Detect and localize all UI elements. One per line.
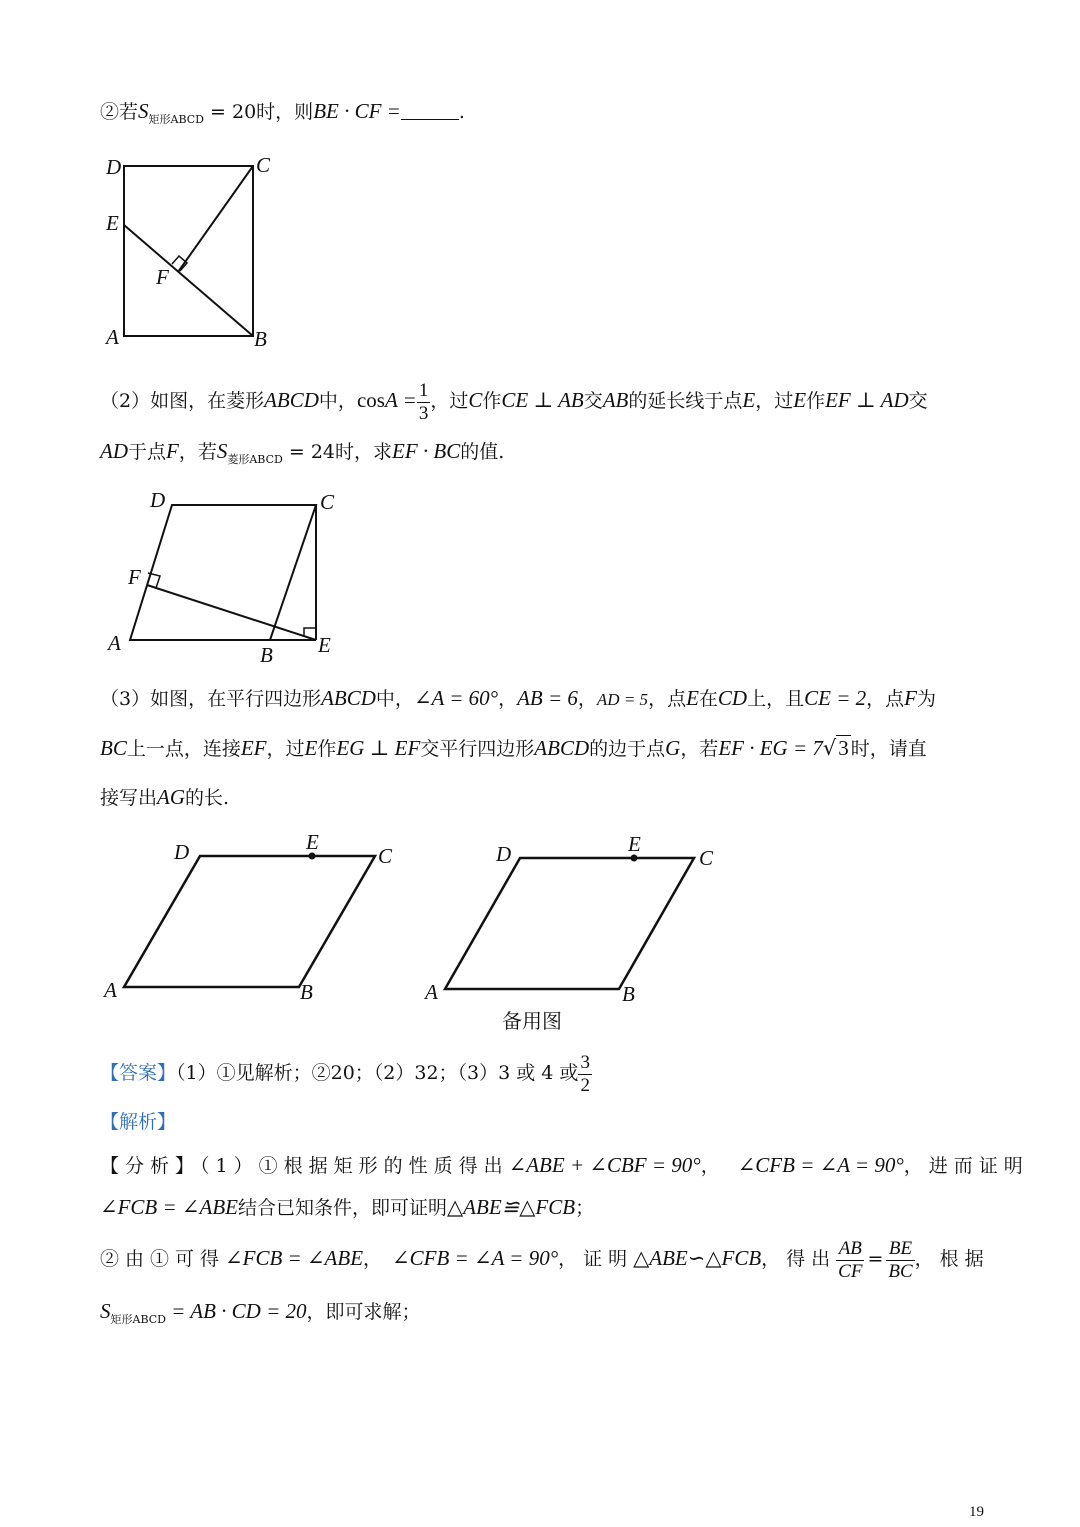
label-D: D xyxy=(496,842,512,866)
text: 时，请直 xyxy=(850,738,927,760)
figure-rhombus xyxy=(100,485,350,670)
text: ， xyxy=(700,1155,720,1177)
sqrt-radicand: 3 xyxy=(838,736,849,760)
figure-parallelogram xyxy=(100,825,420,1010)
label-F: F xyxy=(128,565,141,589)
math: CD xyxy=(717,686,748,710)
math: E xyxy=(742,388,756,412)
fraction-be-bc xyxy=(886,1238,914,1283)
area-value: = 20 xyxy=(203,101,257,123)
math: EF · EG = 7 xyxy=(718,736,823,760)
math: ABCD xyxy=(264,388,319,412)
math: E xyxy=(793,388,807,412)
label-A: A xyxy=(104,978,117,1002)
text: ， xyxy=(498,688,518,710)
text: ，即可求解； xyxy=(306,1301,421,1323)
text: ，点 xyxy=(648,688,687,710)
math: = AB · CD = 20 xyxy=(165,1299,307,1323)
label-A: A xyxy=(106,325,119,349)
math: CE ⊥ AB xyxy=(501,388,584,412)
text: ，证明 xyxy=(558,1248,634,1270)
text: ，过 xyxy=(266,738,305,760)
denominator: BC xyxy=(888,1260,913,1282)
text: ，进而证明 xyxy=(903,1155,1029,1177)
label-E: E xyxy=(318,633,331,657)
question-2-line-1 xyxy=(100,378,928,422)
label-E: E xyxy=(106,211,119,235)
analysis-line-4 xyxy=(100,1296,421,1335)
text: 中， xyxy=(318,390,357,412)
denominator: CF xyxy=(838,1260,863,1282)
math: F xyxy=(166,439,179,463)
text: . xyxy=(458,101,465,123)
text: 中， xyxy=(375,688,414,710)
text: 作 xyxy=(806,390,826,412)
text: 作 xyxy=(482,390,502,412)
label-B: B xyxy=(622,982,635,1006)
text: 为 xyxy=(916,688,936,710)
answer-line xyxy=(100,1049,592,1097)
label-D: D xyxy=(150,488,166,512)
label-F: F xyxy=(156,265,169,289)
math: ∠FCB = ∠ABE xyxy=(225,1246,364,1270)
text: ，得出 xyxy=(761,1248,837,1270)
text: 的值. xyxy=(460,441,505,463)
text: 的延长线于点 xyxy=(628,390,743,412)
text: 作 xyxy=(317,738,337,760)
text: 交平行四边形 xyxy=(420,738,535,760)
answer-tag: 【答案】 xyxy=(100,1062,177,1084)
text: 的边于点 xyxy=(589,738,666,760)
text: 的长. xyxy=(185,787,230,809)
label-B: B xyxy=(300,980,313,1004)
math: AG xyxy=(157,785,186,809)
area-subscript: 矩形ABCD xyxy=(110,1313,166,1326)
math: ∠CFB = ∠A = 90° xyxy=(392,1246,559,1270)
math: C xyxy=(468,388,483,412)
numerator: BE xyxy=(886,1238,914,1261)
analysis-line-1 xyxy=(100,1150,1029,1181)
math: AB xyxy=(602,388,629,412)
label-B: B xyxy=(254,327,267,351)
math: CE = 2 xyxy=(804,686,867,710)
fraction-one-third xyxy=(417,380,431,425)
question-3-line-3 xyxy=(100,782,229,813)
math: EF · BC xyxy=(392,439,461,463)
figure-caption: 备用图 xyxy=(502,1009,562,1033)
question-1-2-line xyxy=(100,96,465,135)
math: EF ⊥ AD xyxy=(825,388,909,412)
label-B: B xyxy=(260,643,273,667)
text: 于点 xyxy=(128,441,167,463)
math: G xyxy=(665,736,681,760)
text: ，若 xyxy=(178,441,217,463)
text: ， xyxy=(577,688,597,710)
text: ，过 xyxy=(755,390,794,412)
text: （1）①根据矩形的性质得出 xyxy=(200,1155,509,1177)
fraction-three-halves xyxy=(578,1052,592,1097)
analysis-line-3 xyxy=(100,1231,990,1285)
equals: = xyxy=(867,1248,884,1270)
fraction-ab-cf xyxy=(836,1238,864,1283)
answer-blank xyxy=(401,101,459,120)
text: 结合已知条件，即可证明 xyxy=(238,1197,448,1219)
numerator: 1 xyxy=(418,379,429,401)
math: EF xyxy=(240,736,267,760)
figure-spare-parallelogram xyxy=(420,825,740,1040)
text: （2）如图，在菱形 xyxy=(100,390,265,412)
analysis-line-2 xyxy=(100,1192,594,1223)
text: 接写出 xyxy=(100,787,158,809)
area-value: = 24 xyxy=(282,441,336,463)
math: △ABE≌△FCB xyxy=(447,1195,576,1219)
math: EG ⊥ EF xyxy=(336,736,421,760)
text: 在 xyxy=(698,688,718,710)
text: 上一点，连接 xyxy=(126,738,241,760)
label-A: A xyxy=(108,631,121,655)
math: F xyxy=(904,686,917,710)
text: ； xyxy=(575,1197,595,1219)
area-symbol: S xyxy=(138,99,149,123)
math: ∠ABE + ∠CBF = 90° xyxy=(508,1153,701,1177)
text: ②由①可得 xyxy=(100,1248,226,1270)
math: ∠A = 60° xyxy=(413,686,499,710)
label-C: C xyxy=(256,153,271,177)
label-E: E xyxy=(628,832,641,856)
math: BC xyxy=(100,736,127,760)
label-A: A xyxy=(425,980,438,1004)
label-C: C xyxy=(320,490,335,514)
text: ，过 xyxy=(430,390,469,412)
text: ②若 xyxy=(100,101,139,123)
label-C: C xyxy=(699,846,714,870)
text: ，若 xyxy=(680,738,719,760)
math: A = xyxy=(384,388,417,412)
area-subscript: 矩形ABCD xyxy=(148,113,204,126)
text: 交 xyxy=(583,390,603,412)
analysis-tag: 【解析】 xyxy=(100,1111,177,1133)
expression: BE · CF = xyxy=(313,99,401,123)
answer-text: （1）①见解析；②20；（2）32；（3）3 或 4 或 xyxy=(176,1062,579,1084)
label-D: D xyxy=(174,840,190,864)
denominator: 3 xyxy=(418,402,429,424)
area-symbol: S xyxy=(216,439,228,463)
math: AB = 6 xyxy=(517,686,578,710)
text: 时，则 xyxy=(256,101,314,123)
math: ∠FCB = ∠ABE xyxy=(100,1195,239,1219)
area-symbol: S xyxy=(100,1299,111,1323)
math-cos: cos xyxy=(356,388,385,412)
label-E: E xyxy=(306,830,319,854)
text: ，根据 xyxy=(914,1248,990,1270)
text: ，点 xyxy=(866,688,905,710)
math: AD = 5 xyxy=(596,690,649,709)
math: ABCD xyxy=(534,736,590,760)
text: 时，求 xyxy=(335,441,393,463)
page-number: 19 xyxy=(969,1504,984,1520)
math: ∠CFB = ∠A = 90° xyxy=(737,1153,904,1177)
math: △ABE∽△FCB xyxy=(633,1246,762,1270)
numerator: 3 xyxy=(580,1051,590,1073)
label-D: D xyxy=(106,155,122,179)
numerator: AB xyxy=(836,1238,864,1261)
text: （3）如图，在平行四边形 xyxy=(100,688,322,710)
area-subscript: 菱形ABCD xyxy=(227,453,283,466)
math: ABCD xyxy=(321,686,376,710)
text: 交 xyxy=(908,390,928,412)
math: AD xyxy=(100,439,128,463)
denominator: 2 xyxy=(580,1074,590,1096)
text: 上，且 xyxy=(747,688,805,710)
text: 【分析】 xyxy=(100,1155,201,1177)
question-3-line-2: BC上一点，连接EF，过E作EG ⊥ EF交平行四边形ABCD的边于点G，若EF · EG = 7√3 时，请直 xyxy=(100,736,927,760)
question-3-line-1 xyxy=(100,683,936,715)
analysis-heading xyxy=(100,1107,176,1137)
question-2-line-2 xyxy=(100,436,504,475)
math: E xyxy=(304,736,318,760)
math: E xyxy=(686,686,699,710)
text: ， xyxy=(363,1248,383,1270)
figure-rectangle xyxy=(100,150,300,355)
label-C: C xyxy=(378,844,393,868)
